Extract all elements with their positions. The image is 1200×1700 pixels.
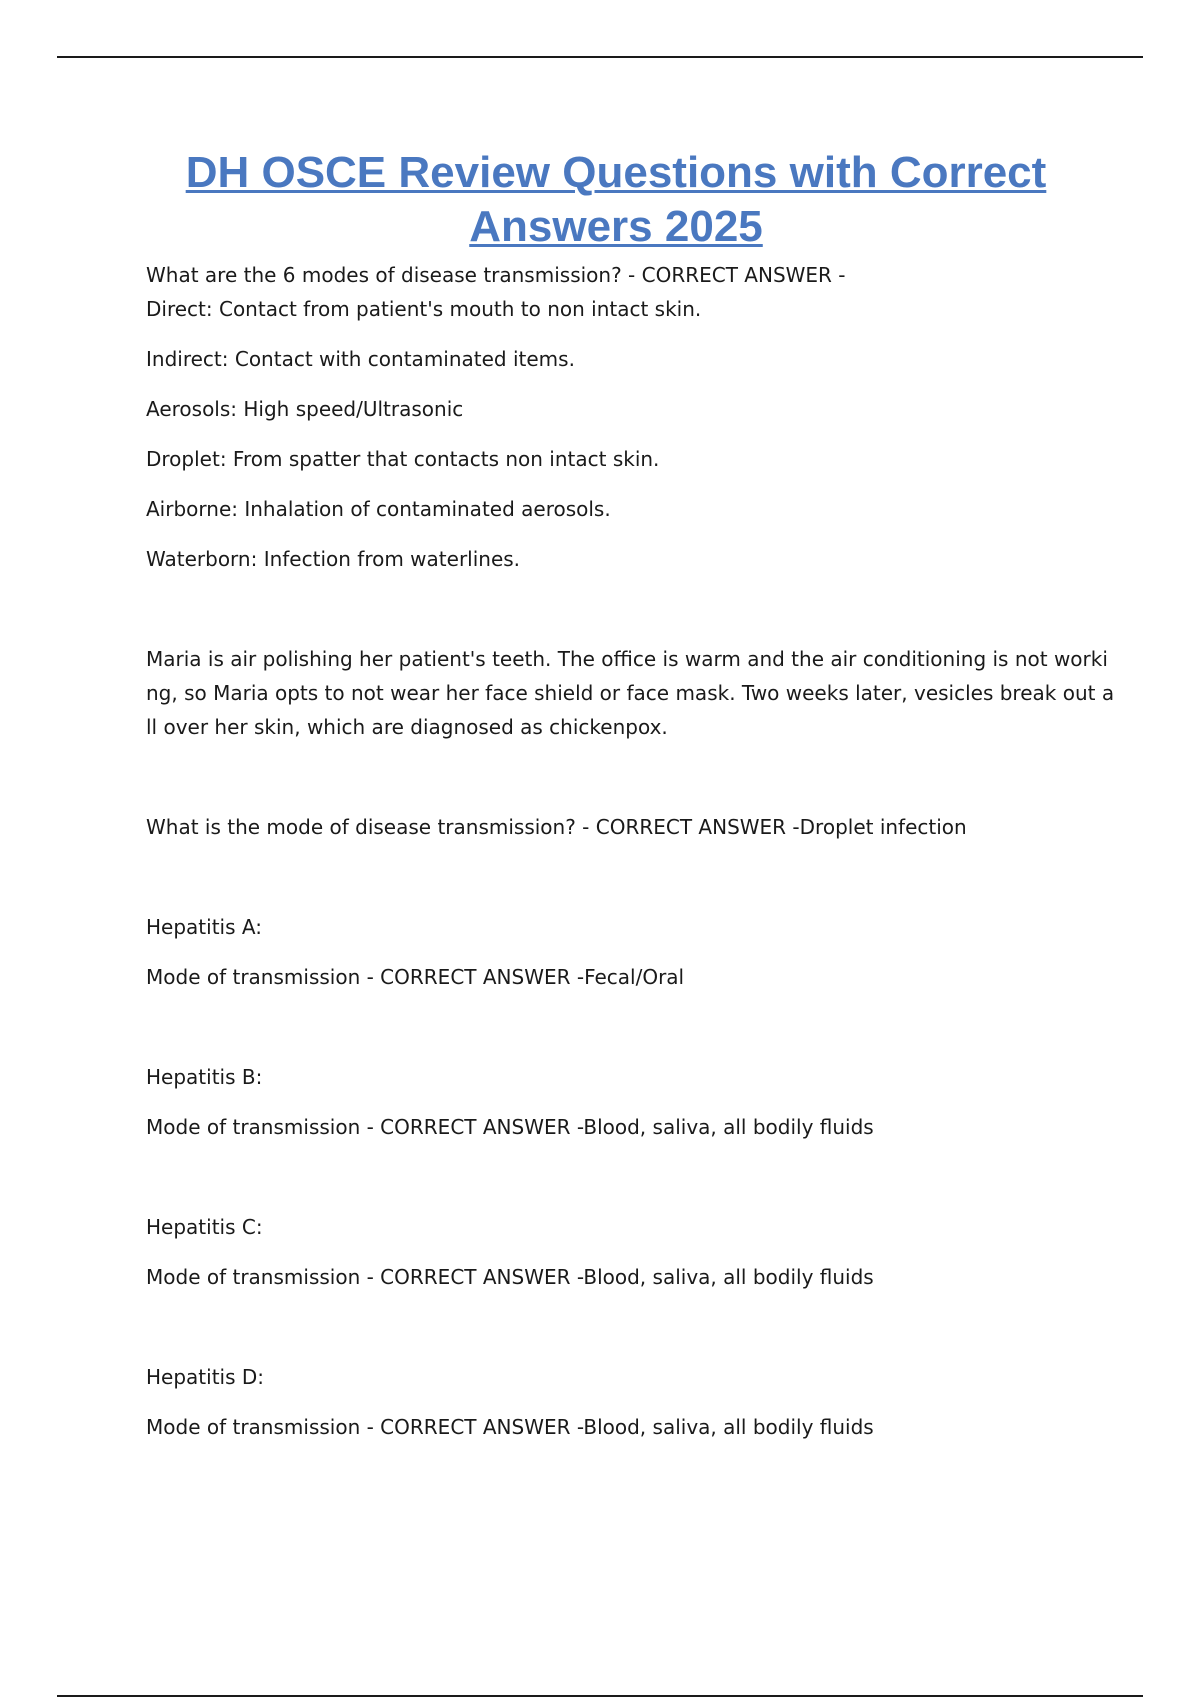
hepatitis-d-answer: Mode of transmission - CORRECT ANSWER -Blood, saliva, all bodily fluids	[146, 1415, 874, 1439]
answer-waterborn: Waterborn: Infection from waterlines.	[146, 547, 521, 571]
answer-indirect: Indirect: Contact with contaminated items.	[146, 347, 575, 371]
hepatitis-c-heading: Hepatitis C:	[146, 1215, 263, 1239]
answer-droplet: Droplet: From spatter that contacts non intact skin.	[146, 447, 660, 471]
bottom-rule	[57, 1695, 1143, 1697]
hepatitis-b-answer: Mode of transmission - CORRECT ANSWER -Blood, saliva, all bodily fluids	[146, 1115, 874, 1139]
answer-aerosols: Aerosols: High speed/Ultrasonic	[146, 397, 464, 421]
hepatitis-c-answer: Mode of transmission - CORRECT ANSWER -Blood, saliva, all bodily fluids	[146, 1265, 874, 1289]
scenario-line-2: ng, so Maria opts to not wear her face shield or face mask. Two weeks later, vesicles break out a	[146, 681, 1115, 705]
hepatitis-a-heading: Hepatitis A:	[146, 915, 262, 939]
document-body	[146, 258, 1115, 1444]
scenario-line-1: Maria is air polishing her patient's teeth. The office is warm and the air conditioning is not worki	[146, 647, 1108, 671]
hepatitis-d-heading: Hepatitis D:	[146, 1365, 265, 1389]
scenario-line-3: ll over her skin, which are diagnosed as chickenpox.	[146, 715, 668, 739]
question-mode-transmission: What is the mode of disease transmission? - CORRECT ANSWER -Droplet infection	[146, 815, 967, 839]
answer-airborne: Airborne: Inhalation of contaminated aerosols.	[146, 497, 611, 521]
document-title: DH OSCE Review Questions with Correct Answers 2025	[185, 148, 1047, 251]
question-modes: What are the 6 modes of disease transmission? - CORRECT ANSWER -	[146, 263, 846, 287]
top-rule	[57, 56, 1143, 58]
answer-direct: Direct: Contact from patient's mouth to non intact skin.	[146, 297, 702, 321]
hepatitis-a-answer: Mode of transmission - CORRECT ANSWER -Fecal/Oral	[146, 965, 685, 989]
hepatitis-b-heading: Hepatitis B:	[146, 1065, 263, 1089]
